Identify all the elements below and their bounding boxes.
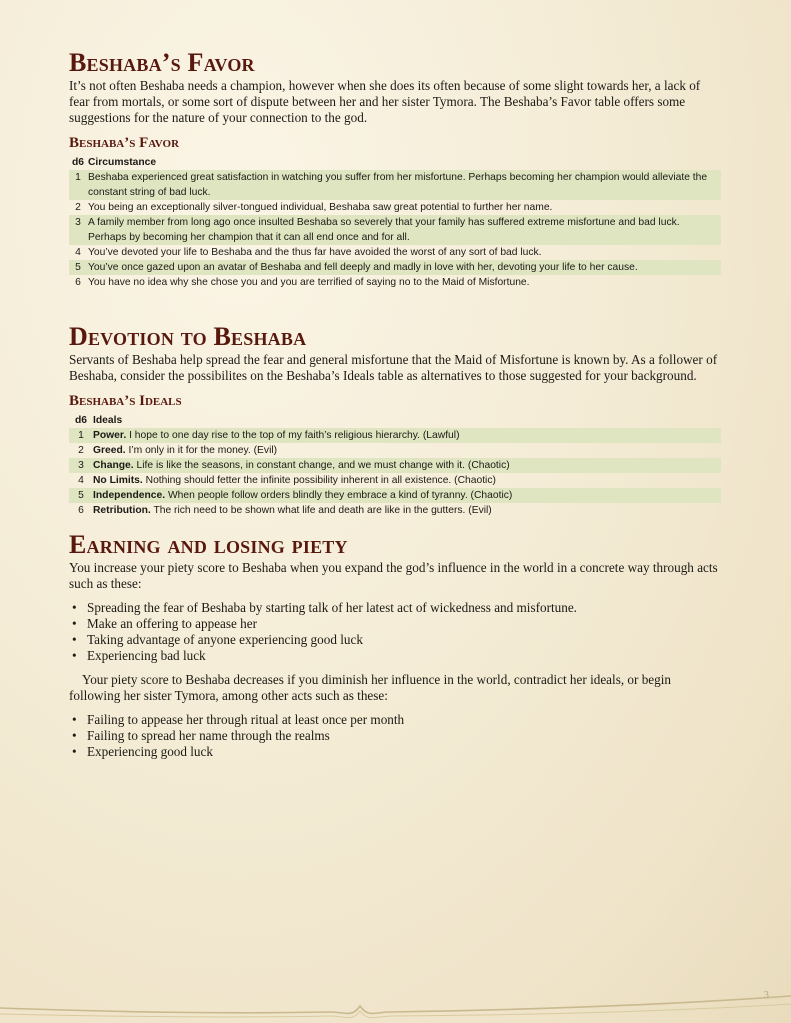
ideal-text: I’m only in it for the money. (Evil): [125, 445, 278, 456]
row-number: 5: [69, 260, 88, 275]
row-text: [93, 473, 721, 488]
piety-lose-list: [69, 712, 721, 760]
row-number: 5: [69, 488, 93, 503]
row-number: 2: [75, 202, 81, 213]
list-item: • Spreading the fear of Beshaba by starting talk of her latest act of wickedness and misfortune.: [87, 600, 721, 616]
row-number: 4: [78, 475, 84, 486]
list-item: • Experiencing good luck: [87, 744, 721, 760]
ideal-key: Power.: [93, 430, 127, 441]
row-text: Beshaba experienced great satisfaction in watching you suffer from her misfortune. Perhaps becoming her champion would alleviate the constant string of bad luck.: [88, 170, 721, 200]
ideal-key: Greed.: [93, 445, 126, 456]
list-item: • Failing to spread her name through the realms: [87, 728, 721, 744]
row-text: [93, 443, 721, 458]
table-row: [69, 443, 721, 458]
table-row: [69, 458, 721, 473]
piety-heading: Earning and losing piety: [69, 530, 348, 559]
favor-col-label: Circumstance: [88, 157, 157, 168]
ideals-table-header: [69, 413, 721, 428]
table-row: [69, 503, 721, 518]
ideal-text: When people follow orders blindly they embrace a kind of tyranny. (Chaotic): [165, 490, 513, 501]
ideal-key: Change.: [93, 460, 134, 471]
ideal-text: Life is like the seasons, in constant change, and we must change with it. (Chaotic): [133, 460, 510, 471]
table-row: [69, 473, 721, 488]
table-row: [69, 170, 721, 200]
row-text: [93, 458, 721, 473]
ideal-text: Nothing should fetter the infinite possibility inherent in all existence. (Chaotic): [142, 475, 496, 486]
favor-heading: Beshaba’s Favor: [69, 48, 255, 77]
ideals-table: [69, 413, 721, 518]
ideals-col-label: Ideals: [93, 415, 123, 426]
piety-decrease: Your piety score to Beshaba decreases if you diminish her influence in the world, contradict her ideals, or begin following her sister Tymora, among other acts such as these:: [69, 672, 671, 703]
page-content: [69, 50, 721, 760]
row-number: 4: [75, 247, 81, 258]
ideal-text: The rich need to be shown what life and death are like in the gutters. (Evil): [150, 505, 492, 516]
row-number: 6: [78, 505, 84, 516]
row-text: A family member from long ago once insulted Beshaba so severely that your family has suffered extreme misfortune and bad luck. Perhaps by becoming her champion that it can all end once and for all.: [88, 215, 721, 245]
ideal-text: I hope to one day rise to the top of my faith’s religious hierarchy. (Lawful): [126, 430, 460, 441]
favor-col-die: d6: [71, 157, 85, 168]
page-number: 3: [763, 989, 769, 1001]
table-row: [69, 245, 721, 260]
table-row: [69, 428, 721, 443]
row-number: 3: [69, 458, 93, 473]
list-item: • Taking advantage of anyone experiencing good luck: [87, 632, 721, 648]
ideal-key: Independence.: [93, 490, 166, 501]
ideals-table-title: Beshaba’s Ideals: [69, 393, 182, 409]
row-text: You’ve once gazed upon an avatar of Beshaba and fell deeply and madly in love with her, devoting your life to her cause.: [88, 260, 721, 275]
row-text: [93, 428, 721, 443]
row-text: You’ve devoted your life to Beshaba and the thus far have avoided the worst of any sort of bad luck.: [88, 247, 542, 258]
favor-intro: It’s not often Beshaba needs a champion, however when she does its often because of some slight towards her, a lack of fear from mortals, or some sort of dispute between her and her sister Tymora. The Beshaba’s Favor table offers some suggestions for the nature of your connection to the god.: [69, 78, 701, 125]
row-number: 2: [78, 445, 84, 456]
row-number: 1: [69, 428, 93, 443]
row-number: 3: [69, 215, 88, 245]
table-row: [69, 200, 721, 215]
row-number: 6: [75, 277, 81, 288]
table-row: [69, 215, 721, 245]
ideals-col-die: d6: [74, 415, 88, 426]
table-row: [69, 260, 721, 275]
page-footer-ornament: [0, 968, 791, 1023]
devotion-heading: Devotion to Beshaba: [69, 322, 307, 351]
row-text: You have no idea why she chose you and you are terrified of saying no to the Maid of Misfortune.: [88, 277, 530, 288]
table-row: [69, 488, 721, 503]
row-number: 1: [69, 170, 88, 200]
favor-table-header: [69, 155, 721, 170]
list-item: • Failing to appease her through ritual at least once per month: [87, 712, 721, 728]
row-text: You being an exceptionally silver-tongued individual, Beshaba saw great potential to further her name.: [88, 202, 553, 213]
piety-gain-list: [69, 600, 721, 664]
ideal-key: Retribution.: [93, 505, 151, 516]
row-text: [93, 503, 721, 518]
list-item: • Experiencing bad luck: [87, 648, 721, 664]
favor-table-title: Beshaba’s Favor: [69, 135, 180, 151]
row-text: [93, 488, 721, 503]
list-item: • Make an offering to appease her: [87, 616, 721, 632]
table-row: [69, 275, 721, 290]
favor-table: [69, 155, 721, 290]
piety-intro: You increase your piety score to Beshaba when you expand the god’s influence in the world in a concrete way through acts such as these:: [69, 560, 718, 591]
devotion-intro: Servants of Beshaba help spread the fear and general misfortune that the Maid of Misfortune is known by. As a follower of Beshaba, consider the possibilites on the Beshaba’s Ideals table as alternatives to those suggested for your background.: [69, 352, 718, 383]
ideal-key: No Limits.: [93, 475, 143, 486]
